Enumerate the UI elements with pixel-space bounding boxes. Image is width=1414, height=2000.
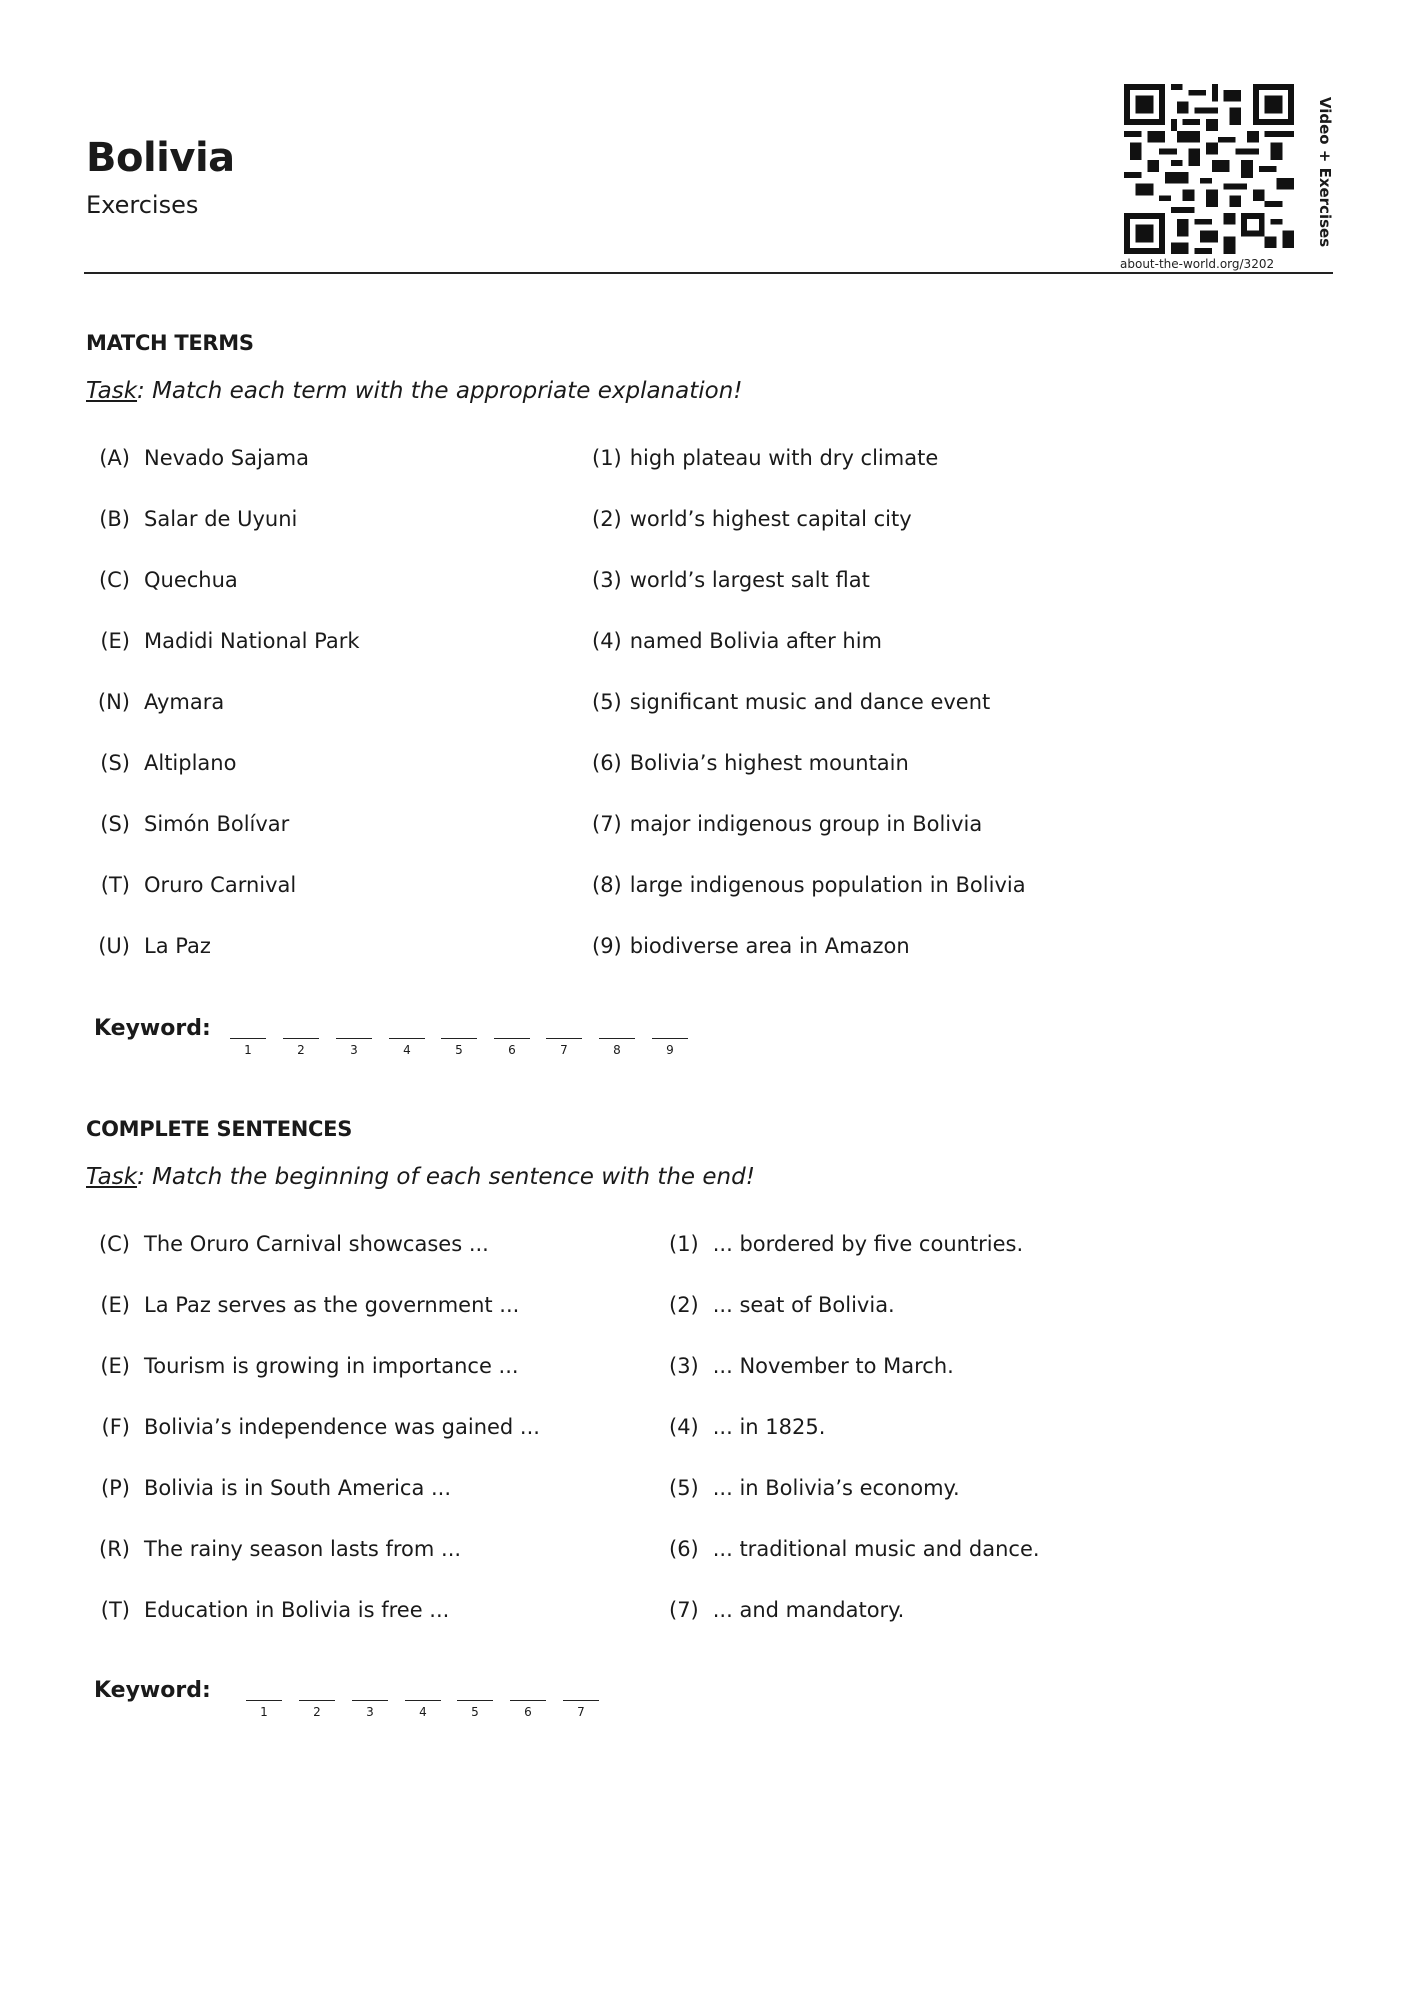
term-text: Simón Bolívar	[144, 812, 290, 836]
ending-text: ... and mandatory.	[712, 1598, 905, 1622]
keyword-slot-number: 2	[297, 1043, 305, 1057]
sentence-beginning-row	[84, 1478, 451, 1499]
match-terms-task	[86, 380, 743, 403]
ending-number: (7)	[669, 1598, 699, 1622]
keyword-label: Keyword:	[94, 1016, 211, 1041]
keyword-slot-number: 6	[508, 1043, 516, 1057]
beginning-letter: (F)	[101, 1415, 130, 1439]
explanation-text: high plateau with dry climate	[629, 446, 939, 470]
keyword-blank[interactable]	[230, 1038, 266, 1039]
page-subtitle: Exercises	[86, 191, 199, 219]
explanation-number: (3)	[592, 568, 622, 592]
beginning-letter: (T)	[100, 1598, 130, 1622]
keyword-blank[interactable]	[457, 1700, 493, 1701]
keyword-blank[interactable]	[494, 1038, 530, 1039]
complete-sentences-task	[86, 1166, 755, 1189]
beginning-letter: (E)	[100, 1293, 130, 1317]
term-letter: (A)	[99, 446, 130, 470]
keyword-blank[interactable]	[563, 1700, 599, 1701]
sentence-ending-row	[669, 1356, 954, 1377]
term-text: Salar de Uyuni	[144, 507, 298, 531]
term-row	[84, 509, 297, 530]
ending-number: (1)	[669, 1232, 699, 1256]
beginning-text: Tourism is growing in importance ...	[144, 1354, 519, 1378]
term-row	[84, 631, 360, 652]
sentence-beginning-row	[84, 1417, 540, 1438]
term-letter: (E)	[100, 629, 130, 653]
term-text: Aymara	[144, 690, 225, 714]
task-word: Task	[86, 378, 138, 404]
explanation-number: (5)	[592, 690, 622, 714]
term-row	[84, 753, 236, 774]
keyword-slot-number: 5	[471, 1705, 479, 1719]
term-row	[84, 692, 224, 713]
keyword-slot-number: 1	[244, 1043, 252, 1057]
keyword-blank[interactable]	[652, 1038, 688, 1039]
explanation-row	[592, 936, 910, 957]
beginning-letter: (P)	[100, 1476, 130, 1500]
beginning-text: Education in Bolivia is free ...	[144, 1598, 450, 1622]
explanation-row	[592, 570, 870, 591]
term-letter: (U)	[98, 934, 130, 958]
term-letter: (N)	[97, 690, 130, 714]
beginning-text: La Paz serves as the government ...	[144, 1293, 520, 1317]
term-text: Altiplano	[144, 751, 237, 775]
beginning-letter: (E)	[100, 1354, 130, 1378]
keyword-blank[interactable]	[441, 1038, 477, 1039]
sentence-ending-row	[669, 1600, 904, 1621]
task-text: : Match each term with the appropriate explanation!	[137, 378, 743, 404]
keyword-blank[interactable]	[299, 1700, 335, 1701]
keyword-slot-number: 9	[666, 1043, 674, 1057]
explanation-number: (1)	[592, 446, 622, 470]
ending-number: (6)	[669, 1537, 699, 1561]
task-text: : Match the beginning of each sentence with the end!	[137, 1164, 755, 1190]
term-letter: (C)	[98, 568, 130, 592]
task-word: Task	[86, 1164, 138, 1190]
explanation-number: (4)	[592, 629, 622, 653]
complete-sentences-heading: COMPLETE SENTENCES	[86, 1117, 353, 1141]
sentence-beginning-row	[84, 1356, 519, 1377]
explanation-number: (6)	[592, 751, 622, 775]
keyword-slot-number: 5	[455, 1043, 463, 1057]
keyword-slot-number: 7	[560, 1043, 568, 1057]
keyword-slot-number: 4	[403, 1043, 411, 1057]
explanation-number: (2)	[592, 507, 622, 531]
ending-number: (5)	[669, 1476, 699, 1500]
sentence-beginning-row	[84, 1234, 489, 1255]
keyword-slot-number: 7	[577, 1705, 585, 1719]
explanation-text: world’s largest salt flat	[629, 568, 870, 592]
keyword-slot-number: 4	[419, 1705, 427, 1719]
ending-number: (3)	[669, 1354, 699, 1378]
qr-code-icon[interactable]	[1124, 84, 1294, 254]
term-text: Quechua	[144, 568, 238, 592]
explanation-number: (8)	[592, 873, 622, 897]
sentence-beginning-row	[84, 1295, 519, 1316]
explanation-text: world’s highest capital city	[629, 507, 912, 531]
explanation-text: Bolivia’s highest mountain	[629, 751, 909, 775]
ending-text: ... seat of Bolivia.	[712, 1293, 895, 1317]
keyword-slot-number: 8	[613, 1043, 621, 1057]
sentence-ending-row	[669, 1539, 1040, 1560]
explanation-row	[592, 509, 912, 530]
keyword-blank[interactable]	[510, 1700, 546, 1701]
explanation-number: (7)	[592, 812, 622, 836]
term-text: Oruro Carnival	[144, 873, 297, 897]
term-letter: (B)	[99, 507, 130, 531]
keyword-label: Keyword:	[94, 1678, 211, 1703]
ending-number: (2)	[669, 1293, 699, 1317]
explanation-row	[592, 631, 882, 652]
beginning-text: Bolivia’s independence was gained ...	[144, 1415, 540, 1439]
ending-text: ... bordered by five countries.	[712, 1232, 1024, 1256]
sentence-beginning-row	[84, 1539, 461, 1560]
explanation-text: large indigenous population in Bolivia	[629, 873, 1026, 897]
sentence-ending-row	[669, 1417, 825, 1438]
header-divider	[84, 272, 1333, 274]
term-letter: (S)	[100, 812, 130, 836]
keyword-blank[interactable]	[599, 1038, 635, 1039]
explanation-text: named Bolivia after him	[629, 629, 882, 653]
ending-number: (4)	[669, 1415, 699, 1439]
term-text: Nevado Sajama	[144, 446, 310, 470]
explanation-text: significant music and dance event	[629, 690, 991, 714]
keyword-blank[interactable]	[336, 1038, 372, 1039]
keyword-slot-number: 3	[366, 1705, 374, 1719]
beginning-text: The rainy season lasts from ...	[144, 1537, 462, 1561]
term-letter: (T)	[100, 873, 130, 897]
video-exercises-label: Video + Exercises	[1316, 96, 1334, 248]
match-terms-heading: MATCH TERMS	[86, 331, 254, 355]
qr-url[interactable]: about-the-world.org/3202	[1120, 257, 1275, 271]
ending-text: ... in 1825.	[712, 1415, 826, 1439]
explanation-row	[592, 875, 1026, 896]
ending-text: ... November to March.	[712, 1354, 954, 1378]
keyword-blank[interactable]	[546, 1038, 582, 1039]
keyword-slot-number: 6	[524, 1705, 532, 1719]
term-row	[84, 570, 238, 591]
explanation-number: (9)	[592, 934, 622, 958]
beginning-text: Bolivia is in South America ...	[144, 1476, 452, 1500]
keyword-blank[interactable]	[405, 1700, 441, 1701]
sentence-beginning-row	[84, 1600, 449, 1621]
keyword-blank[interactable]	[352, 1700, 388, 1701]
explanation-row	[592, 692, 990, 713]
keyword-blank[interactable]	[389, 1038, 425, 1039]
ending-text: ... in Bolivia’s economy.	[712, 1476, 960, 1500]
keyword-slot-number: 1	[260, 1705, 268, 1719]
keyword-slot-number: 3	[350, 1043, 358, 1057]
explanation-row	[592, 753, 909, 774]
sentence-ending-row	[669, 1234, 1023, 1255]
keyword-blank[interactable]	[283, 1038, 319, 1039]
term-row	[84, 875, 296, 896]
beginning-text: The Oruro Carnival showcases ...	[144, 1232, 489, 1256]
keyword-blank[interactable]	[246, 1700, 282, 1701]
term-text: Madidi National Park	[144, 629, 360, 653]
term-letter: (S)	[100, 751, 130, 775]
explanation-row	[592, 814, 982, 835]
sentence-ending-row	[669, 1478, 960, 1499]
term-text: La Paz	[144, 934, 211, 958]
keyword-slot-number: 2	[313, 1705, 321, 1719]
page-title: Bolivia	[86, 135, 235, 181]
explanation-text: major indigenous group in Bolivia	[629, 812, 983, 836]
term-row	[84, 448, 309, 469]
term-row	[84, 936, 211, 957]
beginning-letter: (C)	[98, 1232, 130, 1256]
sentence-ending-row	[669, 1295, 895, 1316]
explanation-text: biodiverse area in Amazon	[629, 934, 910, 958]
explanation-row	[592, 448, 938, 469]
term-row	[84, 814, 289, 835]
beginning-letter: (R)	[99, 1537, 130, 1561]
ending-text: ... traditional music and dance.	[712, 1537, 1040, 1561]
